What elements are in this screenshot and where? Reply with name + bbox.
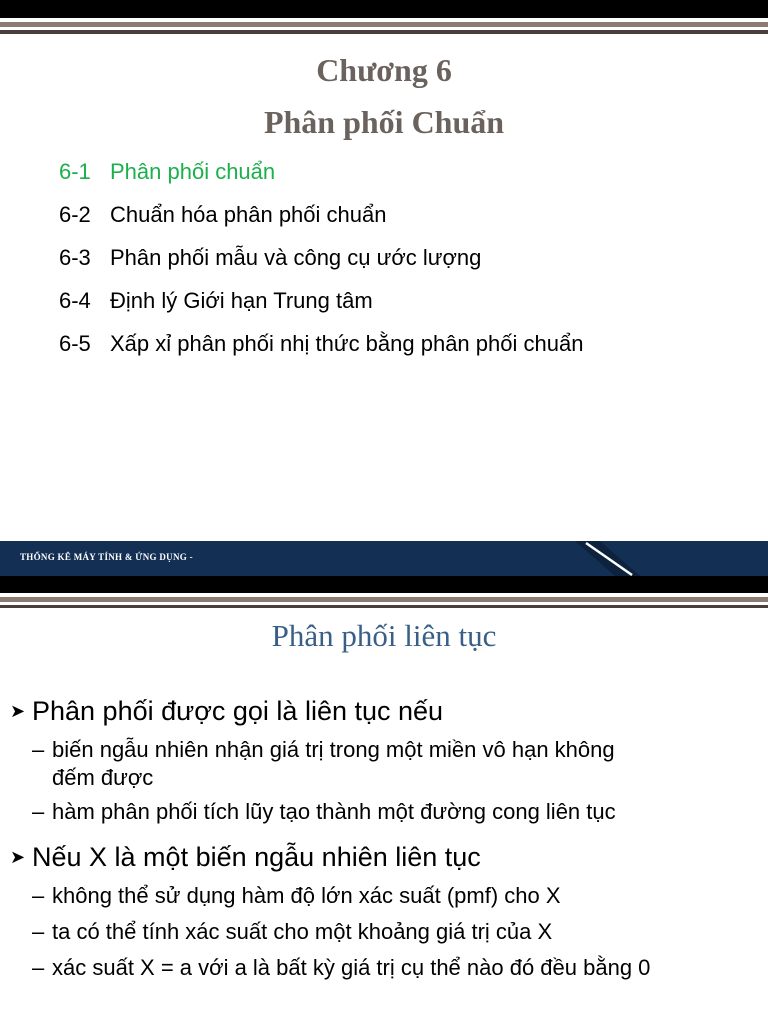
slide2-top-stripe-dark [0, 605, 768, 608]
toc-item-6-5 [59, 322, 583, 365]
toc-item-6-2 [59, 193, 583, 236]
toc-item-6-4 [59, 279, 583, 322]
toc-item-6-3 [59, 236, 583, 279]
toc-number: 6-1 [59, 159, 91, 184]
sub-bullet-text: ta có thể tính xác suất cho một khoảng giá trị của X [52, 919, 553, 944]
slide2-title: Phân phối liên tục [271, 618, 497, 653]
sub-bullet [32, 918, 552, 946]
bullet-continuous-random-variable [10, 840, 481, 874]
slide-separator-black-bar [0, 576, 768, 593]
sub-bullet-text: hàm phân phối tích lũy tạo thành một đường cong liên tục [52, 799, 616, 824]
slide1-top-black-bar [0, 0, 768, 18]
sub-bullet [32, 954, 650, 982]
dash-bullet-icon: – [32, 955, 45, 980]
sub-bullet [32, 882, 561, 910]
toc-number: 6-4 [59, 288, 91, 313]
sub-bullet [32, 736, 615, 792]
chapter-heading: Chương 6 [316, 52, 452, 88]
bullet-continuous-definition [10, 694, 443, 728]
toc-number: 6-5 [59, 331, 91, 356]
toc-label: Xấp xỉ phân phối nhị thức bằng phân phối chuẩn [110, 331, 584, 356]
toc-item-6-1 [59, 150, 583, 193]
dash-bullet-icon: – [32, 919, 45, 944]
sub-bullet-text-continuation: đếm được [52, 765, 154, 790]
dash-bullet-icon: – [32, 737, 45, 762]
toc-label: Phân phối mẫu và công cụ ước lượng [110, 245, 482, 270]
dash-bullet-icon: – [32, 883, 45, 908]
toc-number: 6-2 [59, 202, 91, 227]
chapter-toc [59, 150, 583, 365]
sub-bullet-text: xác suất X = a với a là bất kỳ giá trị cụ thể nào đó đều bằng 0 [52, 955, 651, 980]
toc-label: Phân phối chuẩn [110, 159, 276, 184]
toc-label: Chuẩn hóa phân phối chuẩn [110, 202, 387, 227]
chapter-subheading: Phân phối Chuẩn [263, 104, 505, 140]
bullet-text: Nếu X là một biến ngẫu nhiên liên tục [32, 842, 481, 872]
slide1-footer [0, 541, 768, 576]
arrowhead-bullet-icon: ➤ [10, 847, 26, 867]
slide1-top-stripe-brown [0, 22, 768, 27]
slide1-title [0, 44, 768, 148]
toc-label: Định lý Giới hạn Trung tâm [110, 288, 373, 313]
sub-bullet-text: biến ngẫu nhiên nhận giá trị trong một miền vô hạn không [52, 737, 615, 762]
toc-number: 6-3 [59, 245, 91, 270]
sub-bullet-text: không thể sử dụng hàm độ lớn xác suất (pmf) cho X [52, 883, 561, 908]
sub-bullet [32, 798, 616, 826]
footer-course-name: THỐNG KÊ MÁY TÍNH & ỨNG DỤNG - [20, 552, 193, 562]
arrowhead-bullet-icon: ➤ [10, 701, 26, 721]
dash-bullet-icon: – [32, 799, 45, 824]
bullet-text: Phân phối được gọi là liên tục nếu [32, 696, 444, 726]
slide1-top-stripe-dark [0, 30, 768, 34]
slide2-top-stripe-brown [0, 597, 768, 602]
